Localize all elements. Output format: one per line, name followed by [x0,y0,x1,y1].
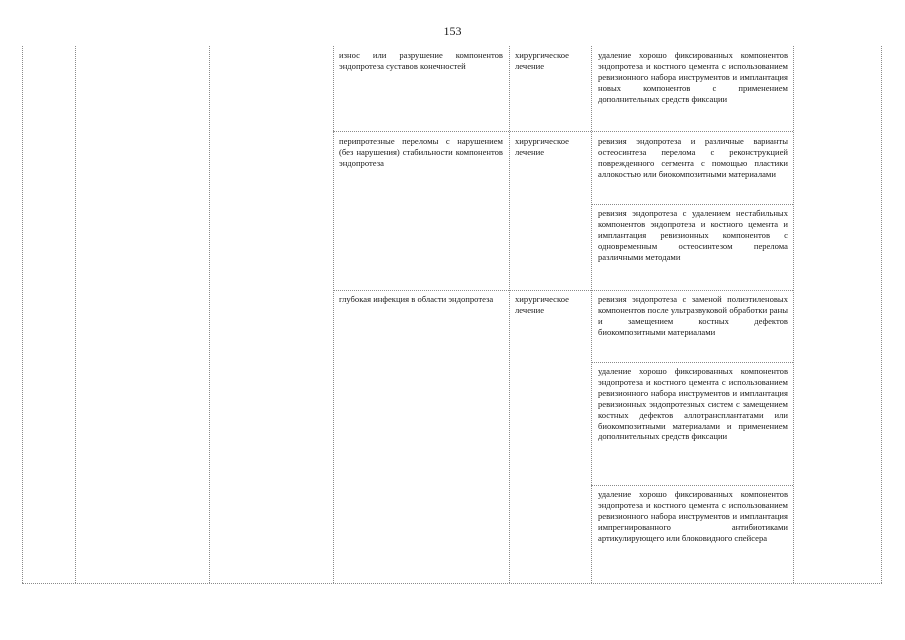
column-border [881,46,882,583]
column-border [509,46,510,583]
method-cell: удаление хорошо фиксированных компонентов эндопротеза и костного цемента с использованием ревизионного набора инструментов и имплантация новых компонентов с применением дополнительных средств фиксации [598,50,788,104]
column-border [591,46,592,583]
method-cell: ревизия эндопротеза и различные варианты остеосинтеза перелома с реконструкцией поврежденного сегмента с помощью пластики аллокостью или биокомпозитными материалами [598,136,788,179]
treatment-cell: хирургическое лечение [515,294,569,315]
condition-cell: глубокая инфекция в области эндопротеза [339,294,494,304]
column-border [75,46,76,583]
row-border [591,485,793,486]
treatment-cell: хирургическое лечение [515,136,569,157]
column-border [333,46,334,583]
column-border [209,46,210,583]
treatment-cell: хирургическое лечение [515,50,569,71]
column-border [22,46,23,583]
method-cell: ревизия эндопротеза с заменой полиэтиленовых компонентов после ультразвуковой обработки раны и замещением костных дефектов биокомпозитными материалами [598,294,788,337]
condition-cell: перипротезные переломы с нарушением (без нарушения) стабильности компонентов эндопротеза [339,136,503,168]
row-border [333,290,793,291]
condition-cell: износ или разрушение компонентов эндопротеза суставов конечностей [339,50,503,71]
column-border [793,46,794,583]
method-cell: ревизия эндопротеза с удалением нестабильных компонентов эндопротеза и костного цемента и имплантация ревизионных компонентов с одновременным остеосинтезом перелома различными методами [598,208,788,262]
method-cell: удаление хорошо фиксированных компонентов эндопротеза и костного цемента с использованием ревизионного набора инструментов и имплантация импрегнированного антибиотиками артикулирующего или блоковидного спейсера [598,489,788,543]
method-cell: удаление хорошо фиксированных компонентов эндопротеза и костного цемента с использованием ревизионного набора инструментов и имплантация ревизионных эндопротезных систем с замещением костных дефектов аллотрансплантатами или биокомпозитными материалами и применением дополнительных средств фиксации [598,366,788,442]
page-number: 153 [443,24,462,38]
table-bottom-border [22,583,882,584]
row-border [333,131,793,132]
row-border [591,204,793,205]
row-border [591,362,793,363]
